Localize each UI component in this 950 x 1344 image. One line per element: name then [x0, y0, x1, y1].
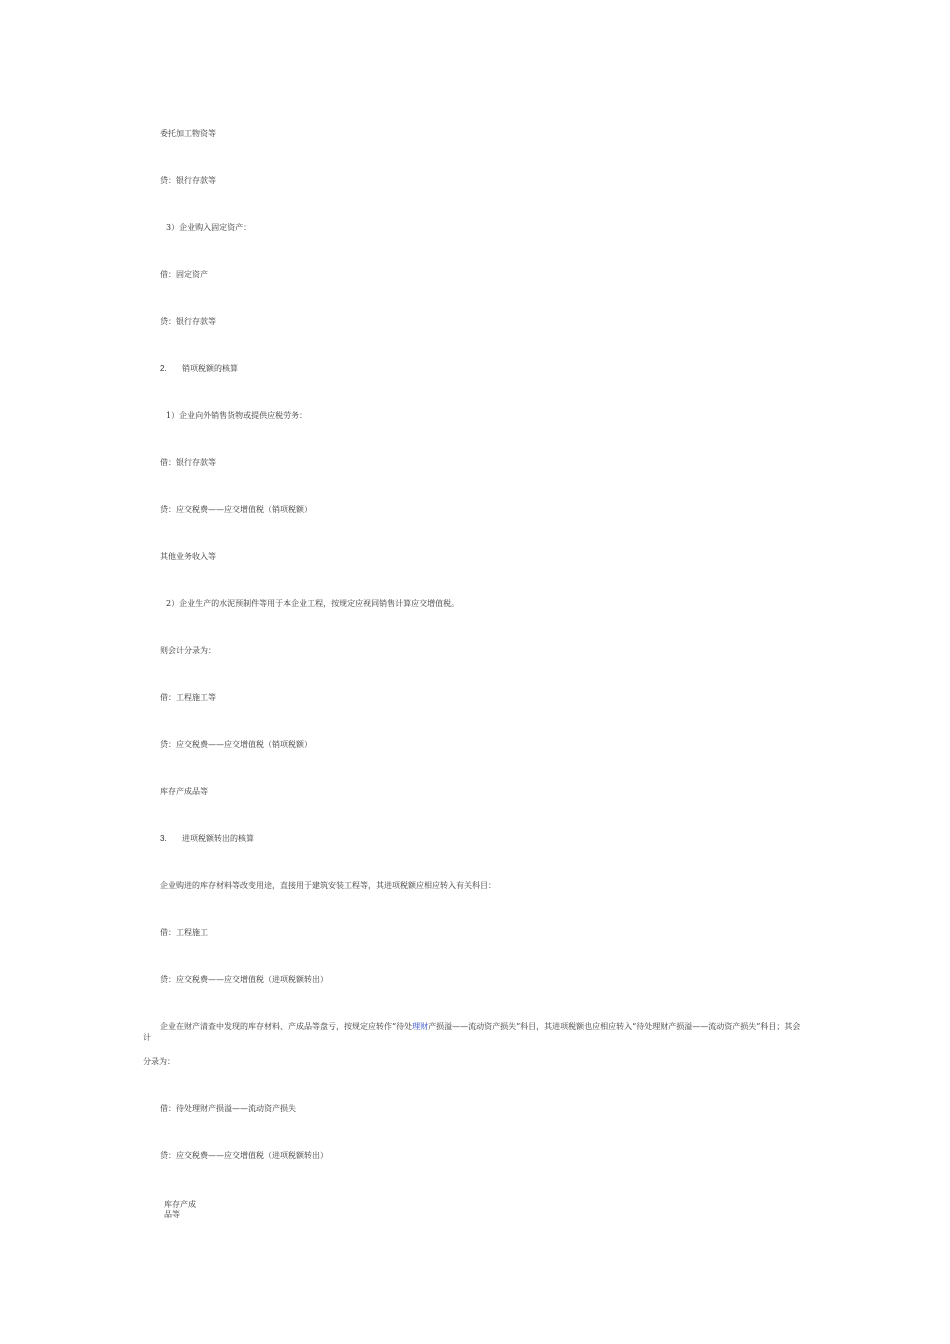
inventory-loss-paragraph: [143, 1021, 803, 1043]
text-line: 借：银行存款等: [160, 458, 216, 467]
closing-line-1: 库存产成: [164, 1200, 196, 1209]
closing-line-2: 品等: [164, 1210, 180, 1219]
text-line: 贷：应交税费——应交增值税（进项税额转出）: [160, 975, 328, 984]
section-number: 2.: [160, 364, 167, 373]
text-line: 贷：应交税费——应交增值税（进项税额转出）: [160, 1151, 328, 1160]
text-line: 2）企业生产的水泥预制件等用于本企业工程，按规定应视同销售计算应交增值税。: [166, 599, 460, 608]
text-line: 借：工程施工等: [160, 693, 216, 702]
section-title: 进项税额转出的核算: [182, 834, 254, 843]
text-line: 借：工程施工: [160, 928, 208, 937]
section-title: 销项税额的核算: [182, 364, 238, 373]
text-line: 贷：应交税费——应交增值税（销项税额）: [160, 505, 312, 514]
paragraph-continuation: 分录为：: [143, 1057, 175, 1066]
text-line: 则会计分录为：: [160, 646, 216, 655]
paragraph-text: 企业在财产清查中发现的库存材料、产成品等盘亏，按规定应转作“待处: [160, 1022, 413, 1031]
text-line: 贷：银行存款等: [160, 317, 216, 326]
inline-link[interactable]: 理财: [412, 1022, 429, 1031]
section-number: 3.: [160, 834, 167, 843]
paragraph-text: 产损溢——流动资产损失”科目，其进项税额也应相应转入“待处理财产损溢——流动资产损失”科目；其会计: [143, 1022, 801, 1042]
text-line: 其他业务收入等: [160, 552, 216, 561]
text-line: 企业购进的库存材料等改变用途，直接用于建筑安装工程等，其进项税额应相应转入有关科目：: [160, 881, 496, 890]
text-line: 委托加工物资等: [160, 129, 216, 138]
closing-entry: [164, 1200, 204, 1220]
text-line: 贷：银行存款等: [160, 176, 216, 185]
text-line: 3）企业购入固定资产：: [166, 223, 252, 232]
section-heading-3: [160, 834, 254, 844]
text-line: 借：固定资产: [160, 270, 208, 279]
text-line: 借：待处理财产损溢——流动资产损失: [160, 1104, 296, 1113]
text-line: 1）企业向外销售货物或提供应税劳务：: [166, 411, 308, 420]
text-line: 库存产成品等: [160, 787, 208, 796]
section-heading-2: [160, 364, 238, 374]
text-line: 贷：应交税费——应交增值税（销项税额）: [160, 740, 312, 749]
